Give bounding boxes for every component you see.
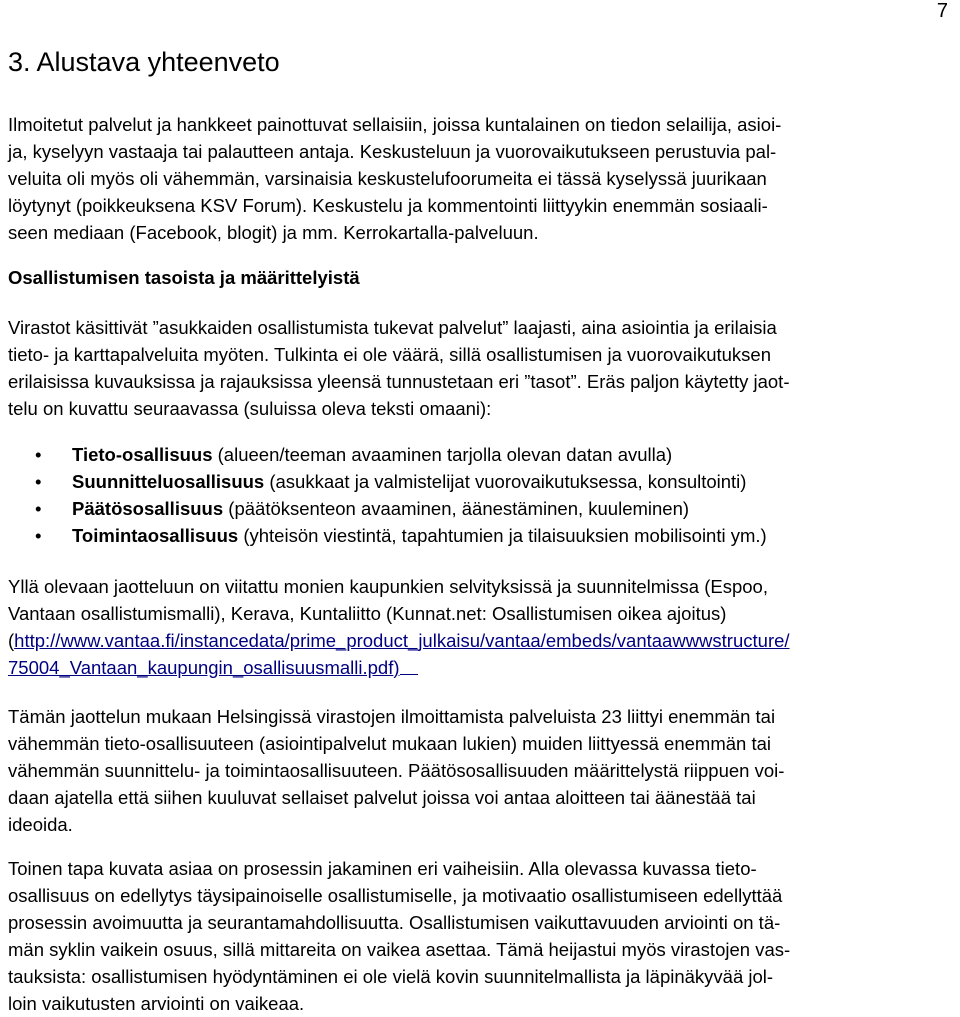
level-term: Tieto-osallisuus xyxy=(72,444,213,465)
references-link-line xyxy=(8,627,938,654)
level-description: (yhteisön viestintä, tapahtumien ja tilaisuuksien mobilisointi ym.) xyxy=(238,525,767,546)
close-paren: ) xyxy=(393,657,400,678)
references-line: Yllä olevaan jaotteluun on viitattu monien kaupunkien selvityksissä ja suunnitelmissa (Espoo, xyxy=(8,576,768,597)
process-line: prosessin avoimuutta ja seurantamahdollisuutta. Osallistumisen vaikuttavuuden arviointi on tä- xyxy=(8,912,781,933)
levels-line: Virastot käsittivät ”asukkaiden osallistumista tukevat palvelut” laajasti, aina asiointia ja erilaisia xyxy=(8,317,777,338)
levels-paragraph xyxy=(8,314,938,422)
helsinki-line: vähemmän suunnittelu- ja toimintaosallisuuteen. Päätösosallisuuden määrittelystä riippuen voi- xyxy=(8,760,785,781)
intro-line: ja, kyselyyn vastaaja tai palautteen antaja. Keskusteluun ja vuorovaikutukseen perustuvia pal- xyxy=(8,141,777,162)
participation-levels-list xyxy=(8,441,938,549)
bullet-icon: • xyxy=(35,525,42,546)
process-line: tauksista: osallistumisen hyödyntäminen ei ole vielä kovin suunnitelmallista ja läpinäkyvää jol- xyxy=(8,966,774,987)
helsinki-line: ideoida. xyxy=(8,814,73,835)
helsinki-line: vähemmän tieto-osallisuuteen (asiointipalvelut mukaan lukien) muiden liittyessä enemmän tai xyxy=(8,733,771,754)
intro-line: veluita oli myös oli vähemmän, varsinaisia keskustelufoorumeita ei tässä kyselyssä juurikaan xyxy=(8,168,767,189)
bullet-icon: • xyxy=(35,498,42,519)
process-line: män syklin vaikein osuus, sillä mittareita on vaikea asettaa. Tämä heijastui myös virastojen vas- xyxy=(8,939,791,960)
intro-paragraph xyxy=(8,111,938,246)
level-term: Toimintaosallisuus xyxy=(72,525,239,546)
list-item xyxy=(8,522,938,549)
vantaa-link-part-2[interactable]: 75004_Vantaan_kaupungin_osallisuusmalli.pdf xyxy=(8,657,394,678)
levels-line: erilaisissa kuvauksissa ja rajauksissa yleensä tunnustetaan eri ”tasot”. Eräs paljon käytetty jaot- xyxy=(8,371,790,392)
helsinki-line: Tämän jaottelun mukaan Helsingissä virastojen ilmoittamista palveluista 23 liittyi enemmän tai xyxy=(8,706,776,727)
references-line: Vantaan osallistumismalli), Kerava, Kuntaliitto (Kunnat.net: Osallistumisen oikea ajoitus) xyxy=(8,603,727,624)
bullet-icon: • xyxy=(35,444,42,465)
helsinki-line: daan ajatella että siihen kuuluvat sellaiset palvelut joissa voi antaa aloitteen tai äänestää tai xyxy=(8,787,756,808)
references-link-line xyxy=(8,654,938,681)
link-underline-tail xyxy=(400,654,418,675)
open-paren: ( xyxy=(8,630,15,651)
page-number: 7 xyxy=(936,0,948,22)
intro-line: seen mediaan (Facebook, blogit) ja mm. Kerrokartalla-palveluun. xyxy=(8,222,539,243)
intro-line: Ilmoitetut palvelut ja hankkeet painottuvat sellaisiin, joissa kuntalainen on tiedon selailija, asioi- xyxy=(8,114,782,135)
process-line: osallisuus on edellytys täysipainoiselle osallistumiselle, ja motivaatio osallistumiseen edellyttää xyxy=(8,885,783,906)
process-line: Toinen tapa kuvata asiaa on prosessin jakaminen eri vaiheisiin. Alla olevassa kuvassa tieto- xyxy=(8,858,757,879)
list-item xyxy=(8,441,938,468)
process-line: loin vaikutusten arviointi on vaikeaa. xyxy=(8,993,305,1014)
level-description: (päätöksenteon avaaminen, äänestäminen, kuuleminen) xyxy=(223,498,690,519)
list-item xyxy=(8,495,938,522)
level-description: (asukkaat ja valmistelijat vuorovaikutuksessa, konsultointi) xyxy=(264,471,747,492)
helsinki-paragraph xyxy=(8,703,938,838)
vantaa-link-part-1[interactable]: http://www.vantaa.fi/instancedata/prime_product_julkaisu/vantaa/embeds/vantaawwwstructure/ xyxy=(14,630,790,651)
level-term: Päätösosallisuus xyxy=(72,498,224,519)
list-item xyxy=(8,468,938,495)
bullet-icon: • xyxy=(35,471,42,492)
level-description: (alueen/teeman avaaminen tarjolla olevan datan avulla) xyxy=(212,444,673,465)
levels-line: telu on kuvattu seuraavassa (suluissa oleva teksti omaani): xyxy=(8,398,492,419)
references-paragraph xyxy=(8,573,938,681)
level-term: Suunnitteluosallisuus xyxy=(72,471,265,492)
levels-line: tieto- ja karttapalveluita myöten. Tulkinta ei ole väärä, sillä osallistumisen ja vuorovaikutuksen xyxy=(8,344,771,365)
process-paragraph xyxy=(8,855,938,1017)
section-heading: 3. Alustava yhteenveto xyxy=(8,47,280,77)
intro-line: löytynyt (poikkeuksena KSV Forum). Keskustelu ja kommentointi liittyykin enemmän sosiaali- xyxy=(8,195,768,216)
subheading-participation-levels: Osallistumisen tasoista ja määrittelyistä xyxy=(8,267,360,288)
